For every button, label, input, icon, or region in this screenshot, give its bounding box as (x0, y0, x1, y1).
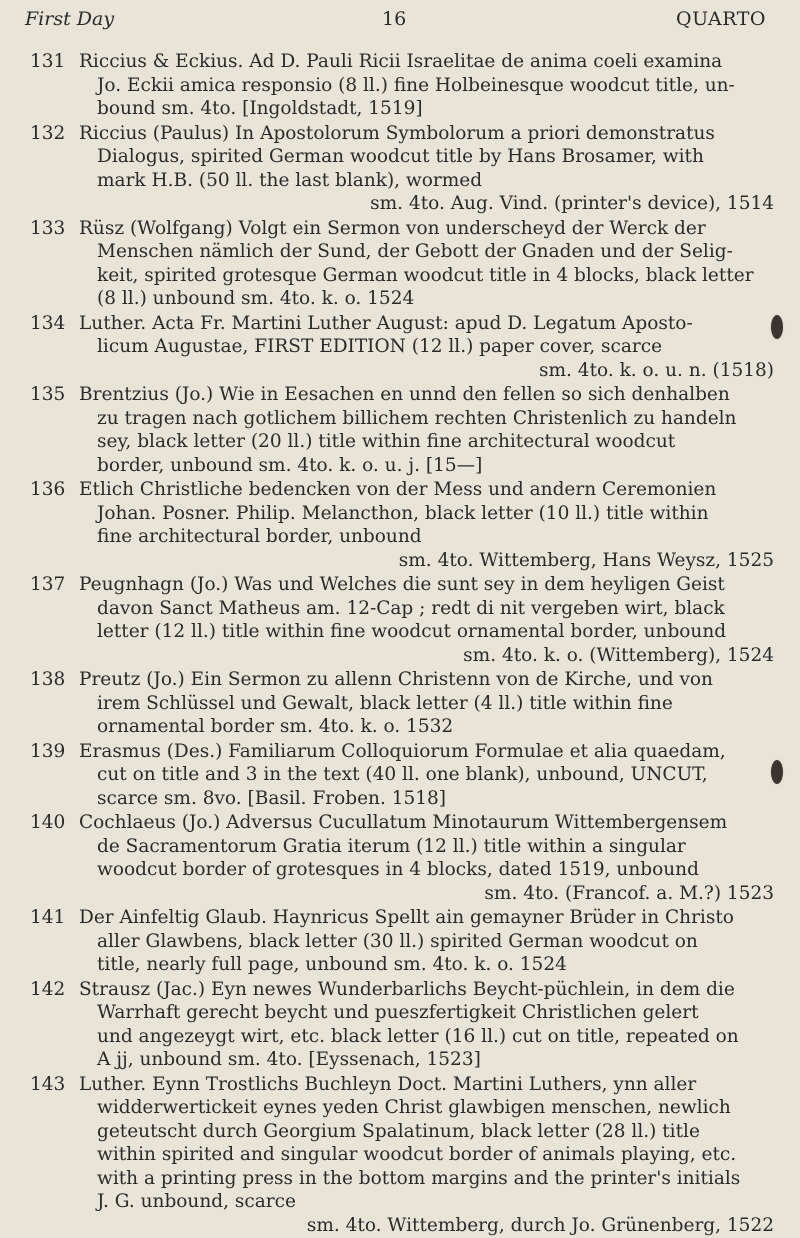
description-line: licum Augustae, FIRST EDITION (12 ll.) paper cover, scarce (97, 336, 663, 357)
description-line: geteutscht durch Georgium Spalatinum, black letter (28 ll.) title (97, 1120, 700, 1142)
description-line: sm. 4to. Wittemberg, Hans Weysz, 1525 (398, 549, 774, 571)
description-line: J. G. unbound, scarce (97, 1191, 296, 1212)
description-line: sm. 4to. (Francof. a. M.?) 1523 (484, 882, 774, 904)
lot-entry (0, 478, 800, 572)
description-line: Johan. Posner. Philip. Melancthon, black letter (10 ll.) title within (97, 502, 709, 524)
lot-entry (0, 383, 800, 477)
description-line: bound sm. 4to. [Ingoldstadt, 1519] (97, 98, 423, 119)
description-line: title, nearly full page, unbound sm. 4to. k. o. 1524 (97, 954, 567, 975)
lot-number: 131 (30, 51, 66, 72)
description-line: woodcut border of grotesques in 4 blocks, dated 1519, unbound (97, 859, 699, 880)
description-line: widderwertickeit eynes yeden Christ glawbigen menschen, newlich (97, 1097, 731, 1118)
lot-entry (0, 740, 800, 811)
lot-number: 142 (30, 978, 66, 1000)
description-line: Peugnhagn (Jo.) Was und Welches die sunt sey in dem heyligen Geist (79, 574, 725, 595)
lot-entry (0, 122, 800, 216)
lot-number: 134 (30, 312, 66, 334)
header-sale-day: First Day (25, 8, 115, 30)
lot-entry (0, 217, 800, 311)
description-line: sm. 4to. k. o. (Wittemberg), 1524 (463, 644, 774, 666)
lot-description (79, 573, 774, 667)
lot-entry (0, 50, 800, 121)
lot-number: 139 (30, 740, 66, 762)
description-line: Jo. Eckii amica responsio (8 ll.) fine Holbeinesque woodcut title, un- (97, 74, 735, 96)
description-line: de Sacramentorum Gratia iterum (12 ll.) title within a singular (97, 835, 686, 857)
description-line: within spirited and singular woodcut border of animals playing, etc. (97, 1144, 737, 1165)
lot-number: 141 (30, 907, 66, 928)
description-line: Luther. Eynn Trostlichs Buchleyn Doct. Martini Luthers, ynn aller (79, 1073, 697, 1095)
lot-number: 133 (30, 217, 66, 239)
description-line: Dialogus, spirited German woodcut title by Hans Brosamer, with (97, 146, 704, 167)
lot-description (79, 668, 774, 739)
description-line: Riccius & Eckius. Ad D. Pauli Ricii Israelitae de anima coeli examina (79, 51, 723, 72)
lot-number: 138 (30, 669, 66, 690)
lot-entry (0, 312, 800, 383)
description-line: sm. 4to. k. o. u. n. (1518) (539, 359, 774, 381)
description-line: Cochlaeus (Jo.) Adversus Cucullatum Minotaurum Wittembergensem (79, 812, 728, 833)
description-line: with a printing press in the bottom margins and the printer's initials (97, 1167, 741, 1189)
lot-entry (0, 573, 800, 667)
lot-description (79, 383, 774, 477)
description-line: Menschen nämlich der Sund, der Gebott der Gnaden und der Selig- (97, 241, 733, 262)
lot-entry (0, 668, 800, 739)
description-line: zu tragen nach gotlichem billichem rechten Christenlich zu handeln (97, 407, 737, 429)
lot-entry (0, 978, 800, 1072)
description-line: und angezeygt wirt, etc. black letter (16 ll.) cut on title, repeated on (97, 1025, 739, 1047)
lot-description (79, 978, 774, 1072)
lot-description (79, 478, 774, 572)
description-line: davon Sanct Matheus am. 12-Cap ; redt di nit vergeben wirt, black (97, 597, 725, 619)
description-line: Warrhaft gerecht beycht und pueszfertigkeit Christlichen gelert (97, 1002, 699, 1023)
lot-entry (0, 1073, 800, 1238)
description-line: Luther. Acta Fr. Martini Luther August: apud D. Legatum Aposto- (79, 312, 693, 334)
description-line: border, unbound sm. 4to. k. o. u. j. [15—] (97, 454, 483, 476)
lot-number: 136 (30, 479, 66, 500)
description-line: keit, spirited grotesque German woodcut title in 4 blocks, black letter (97, 264, 754, 286)
description-line: scarce sm. 8vo. [Basil. Froben. 1518] (97, 787, 447, 809)
description-line: cut on title and 3 in the text (40 ll. one blank), unbound, UNCUT, (97, 764, 708, 785)
description-line: mark H.B. (50 ll. the last blank), wormed (97, 169, 483, 191)
lot-description (79, 312, 774, 383)
description-line: Riccius (Paulus) In Apostolorum Symbolorum a priori demonstratus (79, 122, 715, 144)
lot-description (79, 217, 774, 311)
lot-entry (0, 906, 800, 977)
description-line: (8 ll.) unbound sm. 4to. k. o. 1524 (97, 288, 415, 309)
lot-description (79, 50, 774, 121)
lot-number: 137 (30, 574, 66, 595)
description-line: Etlich Christliche bedencken von der Mess und andern Ceremonien (79, 479, 717, 500)
description-line: fine architectural border, unbound (97, 526, 422, 547)
description-line: Der Ainfeltig Glaub. Haynricus Spellt ain gemayner Brüder in Christo (79, 907, 734, 928)
description-line: aller Glawbens, black letter (30 ll.) spirited German woodcut on (97, 930, 698, 952)
description-line: ornamental border sm. 4to. k. o. 1532 (97, 716, 454, 737)
description-line: A jj, unbound sm. 4to. [Eyssenach, 1523] (97, 1049, 481, 1070)
description-line: Preutz (Jo.) Ein Sermon zu allenn Christenn von de Kirche, und von (79, 669, 713, 690)
lot-number: 143 (30, 1073, 66, 1095)
description-line: sm. 4to. Wittemberg, durch Jo. Grünenberg, 1522 (306, 1214, 774, 1236)
lot-entry (0, 811, 800, 905)
binding-hole-mark (771, 760, 783, 784)
description-line: Erasmus (Des.) Familiarum Colloquiorum Formulae et alia quaedam, (79, 740, 726, 762)
lot-number: 132 (30, 122, 66, 144)
lot-description (79, 906, 774, 977)
description-line: Brentzius (Jo.) Wie in Eesachen en unnd den fellen so sich denhalben (79, 384, 730, 405)
binding-hole-mark (771, 315, 783, 339)
lot-description (79, 740, 774, 811)
header-format: QUARTO (676, 8, 766, 30)
description-line: letter (12 ll.) title within fine woodcut ornamental border, unbound (97, 621, 727, 642)
lot-description (79, 122, 774, 216)
description-line: sey, black letter (20 ll.) title within fine architectural woodcut (97, 431, 676, 452)
description-line: sm. 4to. Aug. Vind. (printer's device), 1514 (370, 193, 774, 214)
lot-description (79, 1073, 774, 1238)
description-line: Rüsz (Wolfgang) Volgt ein Sermon von underscheyd der Werck der (79, 217, 706, 239)
description-line: Strausz (Jac.) Eyn newes Wunderbarlichs Beycht-püchlein, in dem die (79, 978, 735, 1000)
description-line: irem Schlüssel und Gewalt, black letter (4 ll.) title within fine (97, 692, 673, 714)
page-header (0, 8, 800, 38)
lot-number: 140 (30, 812, 66, 833)
lot-number: 135 (30, 384, 66, 405)
header-page-number: 16 (382, 8, 407, 30)
lot-list (0, 50, 800, 1238)
lot-description (79, 811, 774, 905)
